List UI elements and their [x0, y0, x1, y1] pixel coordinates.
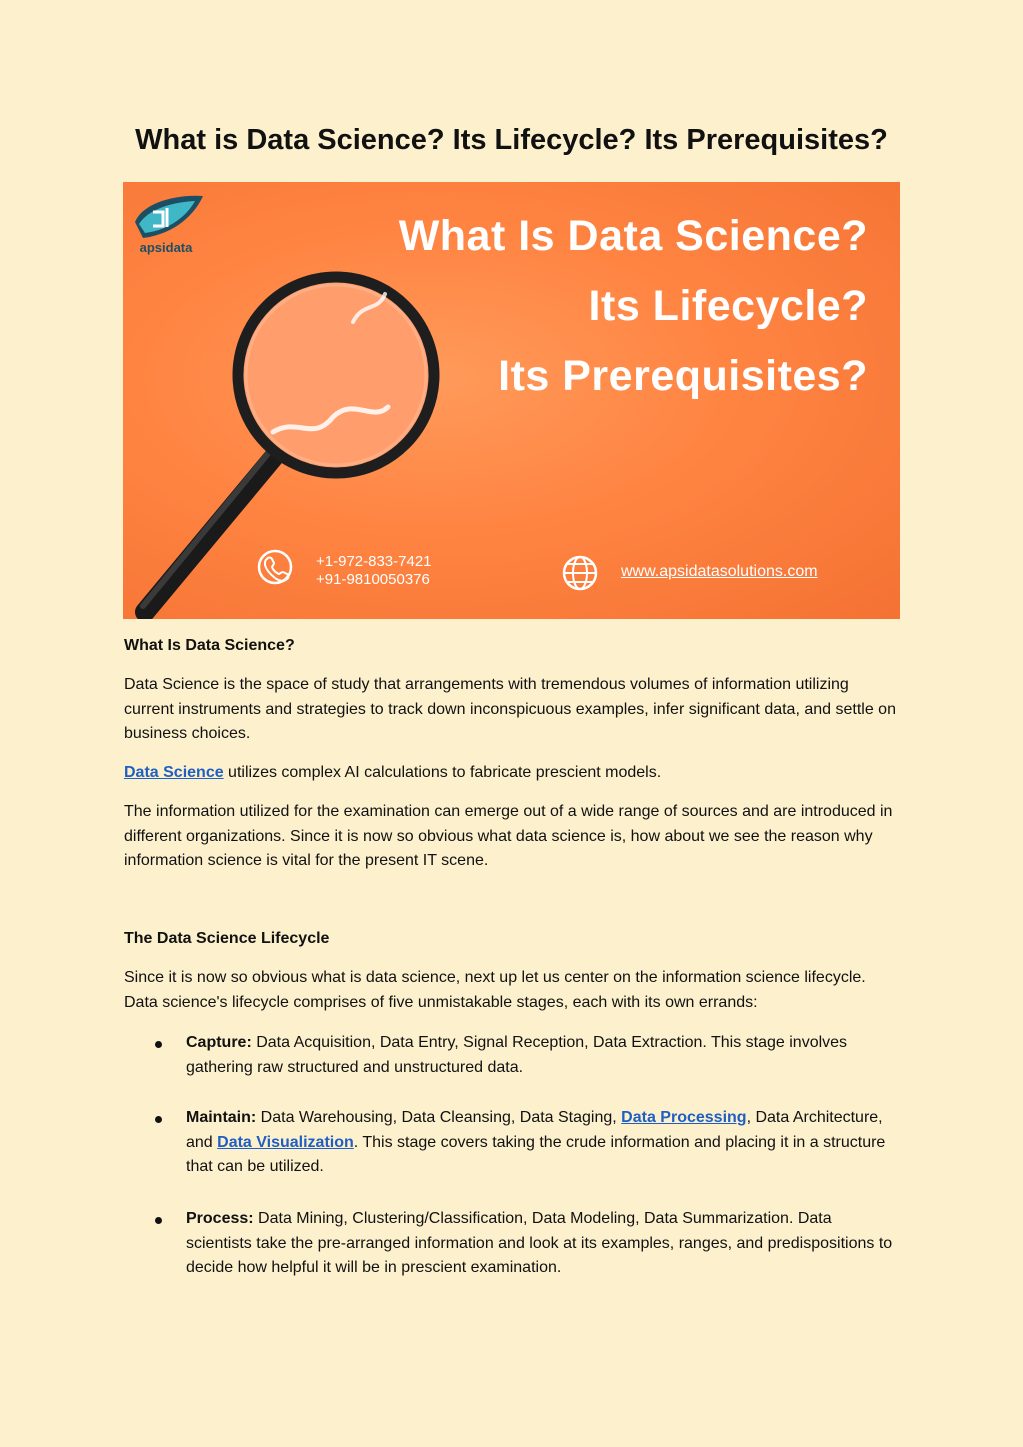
phone-icon: [259, 551, 291, 583]
paragraph: [124, 800, 899, 874]
banner-heading-line2: Its Lifecycle?: [588, 282, 868, 330]
banner-heading-line3: Its Prerequisites?: [498, 352, 868, 400]
data-processing-link[interactable]: Data Processing: [621, 1109, 747, 1126]
bullet-text: , Data Architecture, and: [186, 1109, 883, 1151]
section-heading: What Is Data Science?: [124, 637, 295, 654]
section-what-is-data-science: [124, 634, 899, 659]
phone-number-in: +91-9810050376: [316, 571, 430, 588]
bullet-text: Data Warehousing, Data Cleansing, Data Staging,: [256, 1109, 622, 1126]
paragraph: [124, 761, 899, 786]
paragraph-text: utilizes complex AI calculations to fabricate prescient models.: [223, 764, 662, 781]
bullet-text: . This stage covers taking the crude information and placing it in a structure that can be utilized.: [186, 1133, 886, 1175]
bullet-text: Data Mining, Clustering/Classification, Data Modeling, Data Summarization. Data scientists take the pre-arranged information and look at its examples, ranges, and predispositions to decide how helpful it will be in prescient examination.: [186, 1210, 893, 1276]
bullet-label: Capture:: [186, 1034, 252, 1051]
apsidata-logo-icon: [135, 196, 203, 238]
banner-heading-line1: What Is Data Science?: [398, 212, 868, 260]
bullet-label: Process:: [186, 1210, 254, 1227]
data-visualization-link[interactable]: Data Visualization: [217, 1133, 354, 1151]
paragraph-text: Since it is now so obvious what is data science, next up let us center on the information science lifecycle. Data science's lifecycle comprises of five unmistakable stages, each with its own errands:: [124, 969, 866, 1011]
paragraph: [124, 966, 899, 1015]
bullet-label: Maintain:: [186, 1109, 257, 1126]
paragraph-text: Data Science is the space of study that arrangements with tremendous volumes of information utilizing current instruments and strategies to track down inconspicuous examples, infer significant data, and settle on business choices.: [124, 676, 896, 742]
phone-number-us: +1-972-833-7421: [316, 553, 432, 570]
website-url: www.apsidatasolutions.com: [621, 563, 818, 580]
bullet-icon: [155, 1116, 162, 1123]
logo-text: apsidata: [139, 240, 193, 255]
hero-banner-image: [123, 182, 900, 619]
page-title: What is Data Science? Its Lifecycle? Its Prerequisites?: [135, 124, 888, 156]
bullet-icon: [155, 1217, 162, 1224]
globe-icon: [564, 557, 596, 589]
data-science-link[interactable]: Data Science: [124, 764, 224, 781]
paragraph-text: The information utilized for the examination can emerge out of a wide range of sources and are introduced in different organizations. Since it is now so obvious what data science is, how about we see the reason why information science is vital for the present IT scene.: [124, 803, 893, 869]
section-heading: The Data Science Lifecycle: [124, 930, 330, 947]
bullet-icon: [155, 1041, 162, 1048]
paragraph: [124, 673, 899, 747]
section-lifecycle: [124, 927, 899, 952]
bullet-text: Data Acquisition, Data Entry, Signal Reception, Data Extraction. This stage involves gathering raw structured and unstructured data.: [186, 1034, 848, 1076]
